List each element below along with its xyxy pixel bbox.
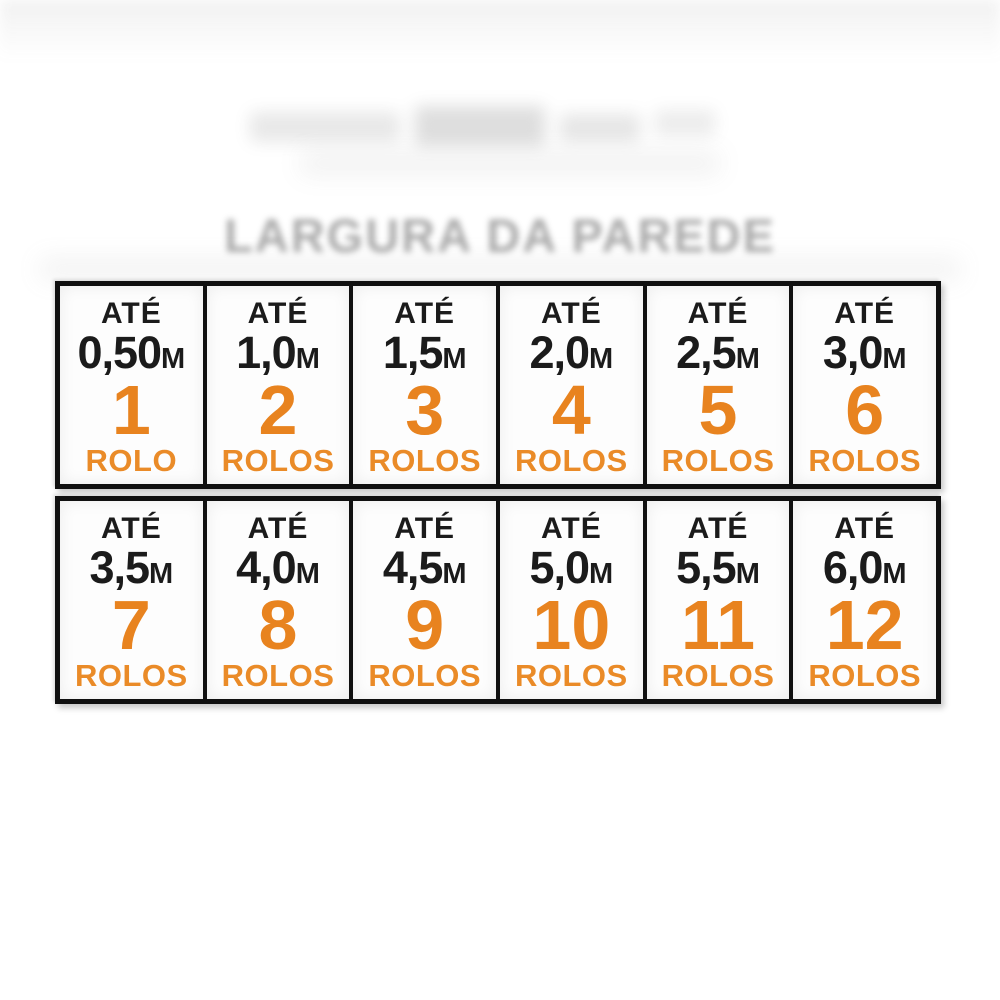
table-cell [496, 286, 643, 484]
upto-label: ATÉ [687, 297, 749, 330]
width-unit: M [149, 557, 174, 590]
roll-count: 2 [258, 371, 298, 450]
wall-width-value [382, 326, 467, 378]
width-unit: M [735, 557, 760, 590]
width-number: 6,0 [822, 541, 883, 593]
wall-width-value [89, 541, 174, 593]
upto-label: ATÉ [834, 512, 896, 545]
roll-count-label: ROLOS [221, 442, 335, 478]
wall-width-value [529, 326, 614, 378]
roll-count-label: ROLOS [661, 657, 775, 693]
rolls-table [55, 281, 941, 704]
wall-width-value [382, 541, 467, 593]
roll-count: 8 [258, 586, 298, 665]
wall-width-value [236, 541, 320, 593]
upto-label: ATÉ [687, 512, 749, 545]
roll-count: 3 [405, 371, 445, 450]
table-cell [203, 286, 350, 484]
wall-width-value [529, 541, 614, 593]
table-cell [60, 501, 203, 699]
width-unit: M [295, 342, 320, 375]
roll-count: 12 [825, 586, 904, 665]
roll-count: 6 [845, 371, 885, 450]
width-number: 3,0 [822, 326, 883, 378]
table-row [55, 281, 941, 489]
width-unit: M [442, 342, 467, 375]
upto-label: ATÉ [247, 512, 309, 545]
wall-width-value [676, 541, 760, 593]
roll-count-label: ROLOS [514, 442, 628, 478]
roll-count: 5 [698, 371, 738, 450]
table-cell [349, 501, 496, 699]
width-unit: M [161, 342, 186, 375]
roll-count: 1 [111, 371, 151, 450]
roll-count-label: ROLO [85, 442, 178, 478]
width-number: 3,5 [89, 541, 150, 593]
upto-label: ATÉ [247, 297, 309, 330]
wall-width-value [822, 326, 907, 378]
width-number: 1,0 [236, 326, 296, 378]
table-cell [60, 286, 203, 484]
width-number: 1,5 [382, 326, 443, 378]
wall-width-value [822, 541, 907, 593]
table-cell [789, 501, 936, 699]
upto-label: ATÉ [100, 512, 162, 545]
roll-count-label: ROLOS [661, 442, 775, 478]
roll-count-label: ROLOS [808, 442, 922, 478]
table-cell [496, 501, 643, 699]
faded-top-wash [0, 0, 1000, 60]
upto-label: ATÉ [834, 297, 896, 330]
table-cell [349, 286, 496, 484]
roll-count-label: ROLOS [514, 657, 628, 693]
roll-count: 9 [405, 586, 445, 665]
roll-count: 4 [551, 371, 591, 450]
width-number: 2,0 [529, 326, 590, 378]
width-unit: M [735, 342, 760, 375]
width-unit: M [589, 557, 614, 590]
wall-width-value [676, 326, 760, 378]
width-number: 2,5 [676, 326, 736, 378]
roll-count-label: ROLOS [368, 442, 482, 478]
table-cell [643, 501, 790, 699]
table-cell [203, 501, 350, 699]
width-unit: M [882, 557, 907, 590]
width-unit: M [295, 557, 320, 590]
upto-label: ATÉ [394, 512, 456, 545]
width-number: 5,5 [676, 541, 736, 593]
width-unit: M [589, 342, 614, 375]
upto-label: ATÉ [394, 297, 456, 330]
faded-artifact-underline [300, 150, 720, 176]
width-number: 0,50 [77, 326, 162, 378]
width-unit: M [442, 557, 467, 590]
section-title-largura-da-parede: LARGURA DA PAREDE [224, 209, 776, 262]
width-number: 4,0 [236, 541, 296, 593]
upto-label: ATÉ [540, 297, 602, 330]
table-cell [643, 286, 790, 484]
wall-width-value [236, 326, 320, 378]
width-unit: M [882, 342, 907, 375]
roll-count: 7 [111, 586, 151, 665]
roll-count: 10 [532, 586, 611, 665]
roll-count-label: ROLOS [808, 657, 922, 693]
roll-count-label: ROLOS [221, 657, 335, 693]
table-top-shadow [40, 258, 960, 280]
width-number: 5,0 [529, 541, 590, 593]
upto-label: ATÉ [540, 512, 602, 545]
table-cell [789, 286, 936, 484]
width-number: 4,5 [382, 541, 443, 593]
roll-count: 11 [681, 586, 756, 665]
upto-label: ATÉ [100, 297, 162, 330]
roll-count-label: ROLOS [74, 657, 188, 693]
table-row [55, 496, 941, 704]
roll-count-label: ROLOS [368, 657, 482, 693]
wall-width-value [77, 326, 186, 378]
